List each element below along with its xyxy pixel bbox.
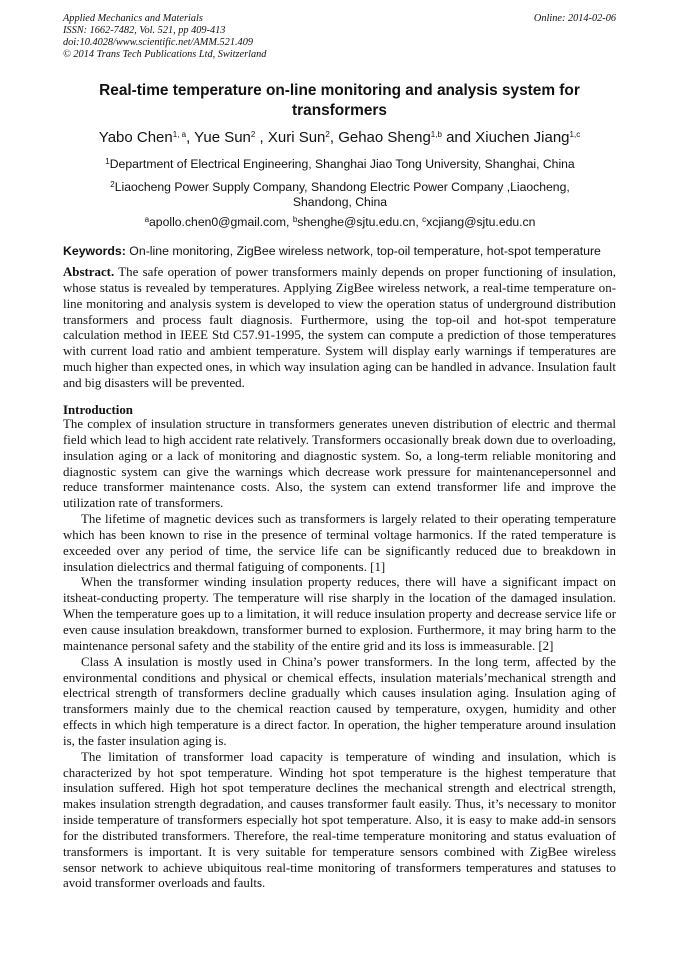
author-separator: and (441, 129, 476, 146)
author-affiliation-mark: 1, a (172, 130, 187, 139)
doi-line: doi:10.4028/www.scientific.net/AMM.521.409 (63, 37, 253, 48)
author-name: Xiuchen Jiang (475, 129, 570, 146)
copyright-line: © 2014 Trans Tech Publications Ltd, Switzerland (63, 49, 267, 60)
author-affiliation-mark: 2 (250, 130, 256, 139)
email-address: shenghe@sjtu.edu.cn, (297, 215, 423, 229)
paragraph: The complex of insulation structure in transformers generates uneven distribution of electric and thermal field which lead to high accident rate relatively. Transformers occasionally break down due to overloading, insulation aging or a lack of monitoring and diagnostic system. So, a long-term reliable monitoring and diagnostic system can give the warnings which decrease work pressure for maintenancepersonnel and reduce transformer maintenance costs. Also, the system can extend transformer life and improve the utilization rate of transformers. (63, 417, 616, 511)
paper-title: Real-time temperature on-line monitoring and analysis system for transformers (99, 82, 580, 119)
journal-name: Applied Mechanics and Materials (63, 13, 203, 24)
affiliation-mark: 2 (110, 180, 115, 189)
author-name: Yue Sun (194, 129, 251, 146)
introduction-body (63, 417, 616, 892)
abstract-label: Abstract. (63, 265, 115, 279)
author-name: Gehao Sheng (338, 129, 431, 146)
journal-header (63, 13, 266, 61)
affiliation-text: Department of Electrical Engineering, Shanghai Jiao Tong University, Shanghai, China (109, 157, 575, 171)
abstract-text: The safe operation of power transformers mainly depends on proper functioning of insulation, whose status is revealed by temperatures. Applying ZigBee wireless network, a real-time temperature on-line monitoring and analysis system is developed to view the operation status of underground distribution transformers and process fault diagnosis. Furthermore, using the top-oil and hot-spot temperature calculation method in IEEE Std C57.91-1995, the system can compute a prediction of those temperatures with current load ratio and ambient temperature. System will display early warnings if temperatures are much higher than expected ones, in which way insulation aging can be handled in advance. Insulation fault and big disasters will be prevented. (63, 265, 616, 390)
author-affiliation-mark: 2 (325, 130, 330, 139)
author-separator: , (255, 129, 268, 146)
author-name: Xuri Sun (267, 129, 326, 146)
paragraph: Class A insulation is mostly used in China’s power transformers. In the long term, affected by the environmental conditions and physical or chemical effects, insulation materials’mechanical strength and electrical strength of transformers decline gradually which causes insulation aging. Insulation aging of transformers mainly due to the chemical reaction caused by temperature, oxygen, humidity and other effects in which high temperature is a direct factor. In operation, the higher temperature around insulation is, the faster insulation aging is. (63, 654, 616, 748)
keywords-label: Keywords: (63, 244, 126, 258)
author-list (63, 128, 616, 148)
affiliation-text: Liaocheng Power Supply Company, Shandong Electric Power Company ,Liaocheng, Shandong, China (114, 180, 570, 209)
author-name: Yabo Chen (98, 129, 173, 146)
email-mark: b (292, 215, 298, 224)
section-heading-introduction: Introduction (63, 403, 133, 417)
paragraph: The lifetime of magnetic devices such as transformers is largely related to their operating temperature which has been known to rise in the presence of terminal voltage harmonics. If the rated temperature is exceeded over any period of time, the service life can be significantly reduced due to breakdown in insulation dielectrics and thermal fatiguing of components. [1] (63, 512, 616, 574)
keywords (63, 244, 619, 259)
author-emails (80, 215, 600, 230)
author-separator: , (329, 129, 339, 146)
email-mark: a (144, 215, 150, 224)
author-affiliation-mark: 1,b (430, 130, 442, 139)
affiliation-1 (80, 157, 600, 172)
issn-line: ISSN: 1662-7482, Vol. 521, pp 409-413 (63, 25, 226, 36)
email-mark: c (422, 215, 427, 224)
email-address: apollo.chen0@gmail.com, (149, 215, 293, 229)
abstract (63, 265, 616, 392)
online-date: Online: 2014-02-06 (533, 13, 616, 24)
author-affiliation-mark: 1,c (569, 130, 581, 139)
paragraph: The limitation of transformer load capacity is temperature of winding and insulation, which is characterized by hot spot temperature. Winding hot spot temperature is the highest temperature that insulation suffered. High hot spot temperature declines the mechanical strength and electrical strength, makes insulation strength degradation, and causes transformer fault easily. Thus, it’s necessary to monitor inside temperature of transformers especially hot spot temperature. Also, it is easy to make add-in sensors for the distributed transformers. Therefore, the real-time temperature monitoring and status evaluation of transformers is important. It is very suitable for temperature sensors combined with ZigBee wireless sensor network to achieve ubiquitous real-time monitoring of transformers temperatures and statuses to avoid transformer overloads and faults. (63, 749, 616, 891)
affiliation-mark: 1 (105, 157, 110, 166)
affiliation-2 (80, 180, 600, 210)
paragraph: When the transformer winding insulation property reduces, there will have a significant impact on itsheat-conducting property. The temperature will rise sharply in the location of the damaged insulation. When the temperature goes up to a limitation, it will reduce insulation property and decrease service life or even cause insulation breakdown, transformer burned to explosion. Furthermore, it may bring harm to the maintenance personal safety and the stability of the entire grid and its loss is immeasurable. [2] (63, 575, 616, 653)
author-separator: , (186, 129, 195, 146)
keywords-text: On-line monitoring, ZigBee wireless network, top-oil temperature, hot-spot temperature (125, 244, 601, 258)
email-address: xcjiang@sjtu.edu.cn (426, 215, 536, 229)
